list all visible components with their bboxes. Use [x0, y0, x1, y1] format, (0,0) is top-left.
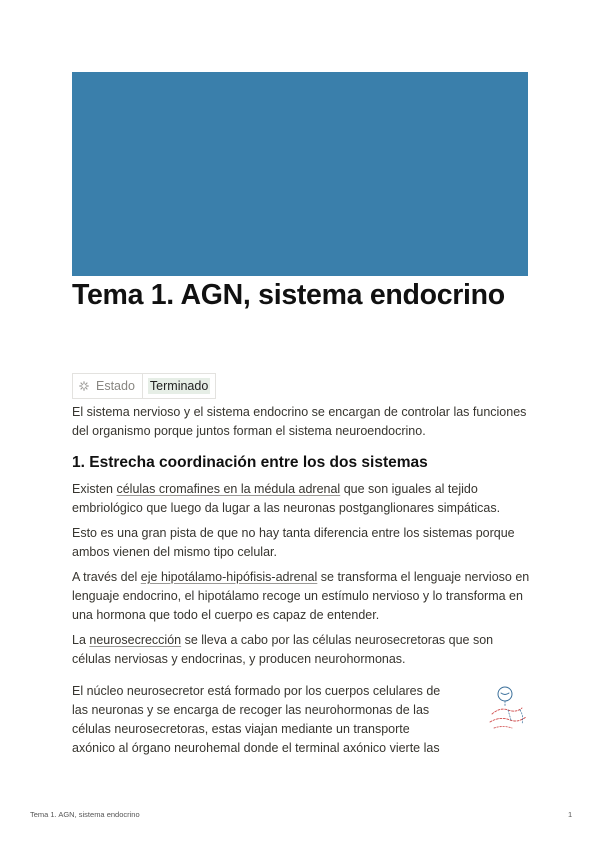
text: A través del [72, 570, 141, 584]
text: Existen [72, 482, 117, 496]
footer-doc-title: Tema 1. AGN, sistema endocrino [30, 810, 140, 819]
page-content [72, 403, 530, 764]
link-eje-hha[interactable]: eje hipotálamo-hipófisis-adrenal [140, 570, 318, 584]
property-label: Estado [96, 379, 135, 393]
footer-page-number: 1 [568, 810, 573, 819]
text: La [72, 633, 90, 647]
paragraph-cromafines [72, 480, 530, 518]
property-name [73, 374, 143, 398]
text: se lleva a cabo por las células neurosecretoras que son células nerviosas y endocrinas, y producen neurohormonas. [72, 633, 494, 666]
paragraph-neurosecrecion [72, 631, 530, 669]
cover-image [72, 72, 528, 276]
text: que son iguales al tejido embriológico que luego da lugar a las neuronas postganglionares simpáticas. [72, 482, 501, 515]
neuron-sketch-image [484, 684, 530, 734]
page-title: Tema 1. AGN, sistema endocrino [72, 279, 505, 311]
link-neurosecreccion[interactable]: neurosecrección [89, 633, 182, 647]
paragraph-nucleo: El núcleo neurosecretor está formado por los cuerpos celulares de las neuronas y se encarga de recoger las neurohormonas de las células neurosecretoras, estas viajan mediante un transporte axónico al órgano neurohemal donde el terminal axónico vierte las [72, 684, 441, 755]
intro-paragraph: El sistema nervioso y el sistema endocrino se encargan de controlar las funciones del organismo porque juntos forman el sistema neuroendocrino. [72, 405, 527, 438]
loader-icon [79, 381, 89, 391]
text: se transforma el lenguaje nervioso en lenguaje endocrino, el hipotálamo recoge un estímulo nervioso y lo transforma en una hormona que todo el cuerpo es capaz de entender. [72, 570, 530, 622]
property-estado [72, 373, 216, 399]
paragraph-origen: Esto es una gran pista de que no hay tanta diferencia entre los sistemas porque ambos vienen del mismo tipo celular. [72, 526, 515, 559]
property-value [143, 374, 215, 398]
section-heading: 1. Estrecha coordinación entre los dos sistemas [72, 454, 428, 471]
link-celulas-cromafines[interactable]: células cromafines en la médula adrenal [116, 482, 341, 496]
status-tag: Terminado [149, 379, 209, 393]
paragraph-eje [72, 568, 530, 625]
